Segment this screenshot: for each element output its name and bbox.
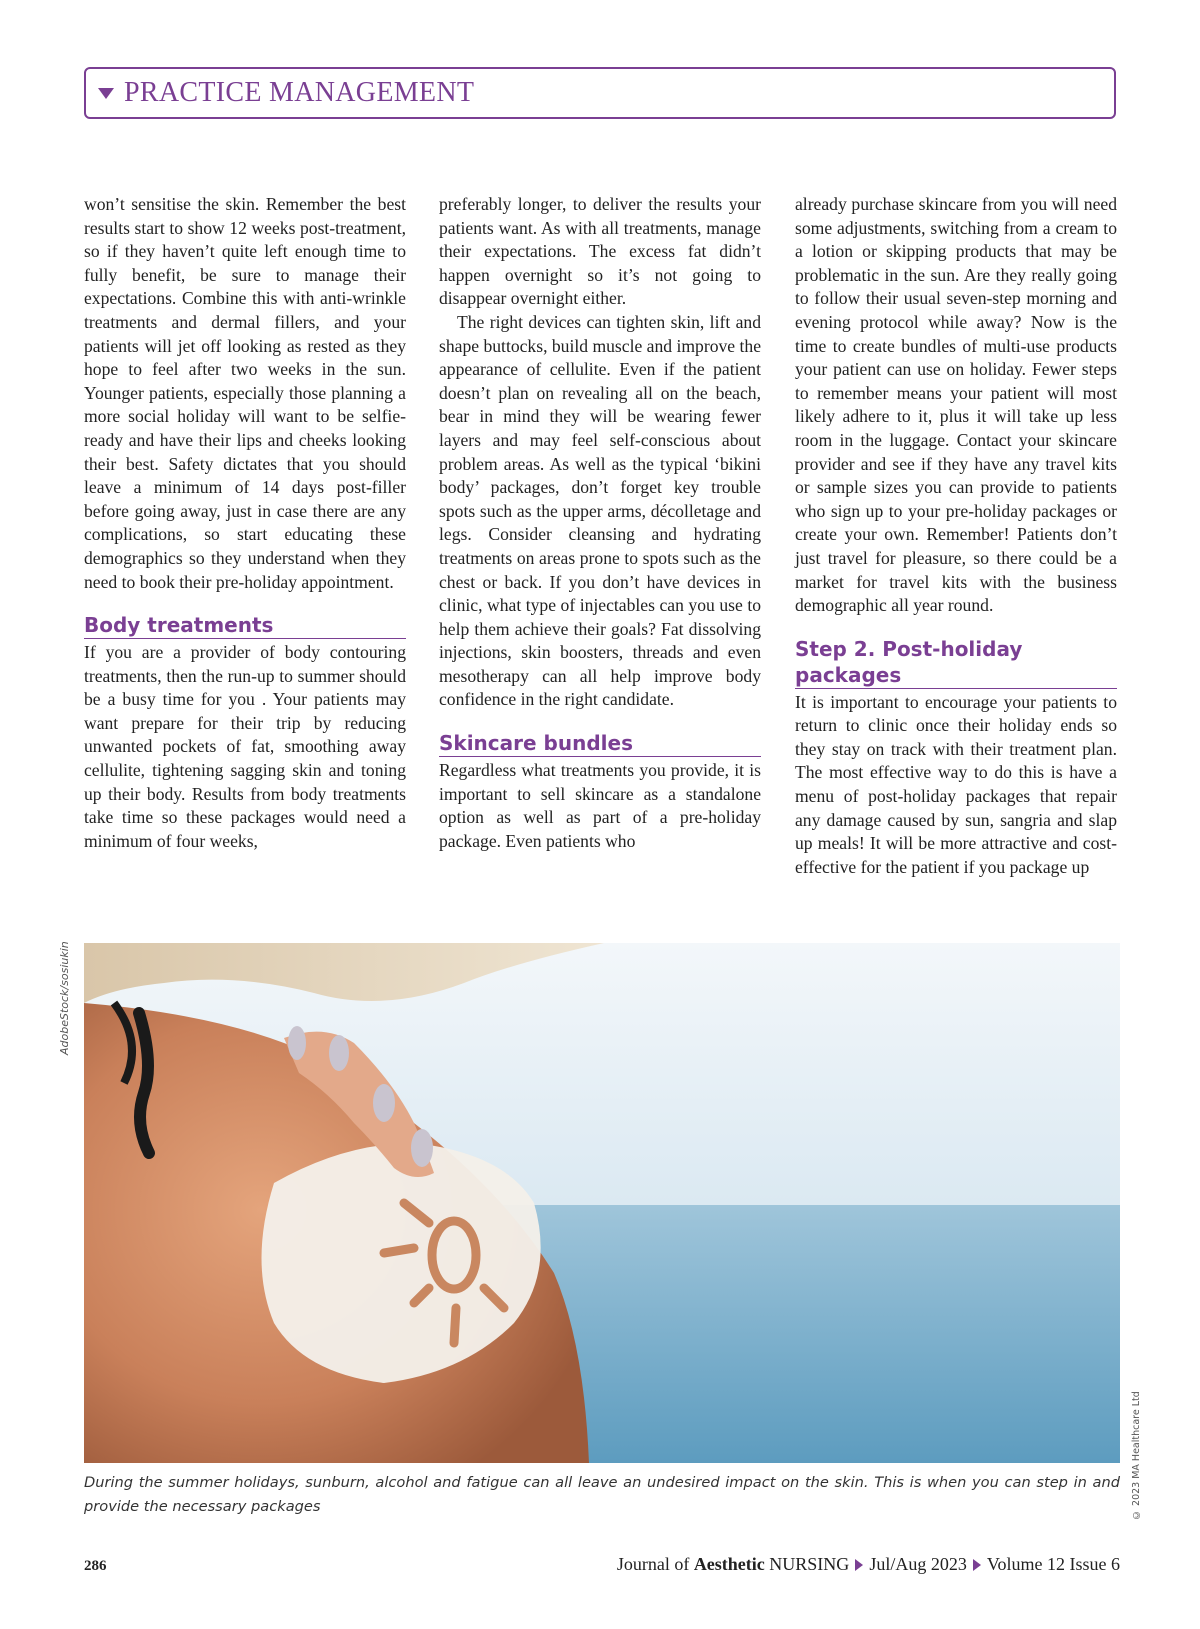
section-title: PRACTICE MANAGEMENT <box>124 77 475 108</box>
section-header <box>84 67 1116 119</box>
page-number: 286 <box>84 1558 107 1574</box>
paragraph: Regardless what treatments you provide, it is important to sell skincare as a standalone option as well as part of a pre-holiday package. Even patients who <box>439 760 761 851</box>
journal-info <box>617 1554 1120 1575</box>
paragraph: If you are a provider of body contouring treatments, then the run-up to summer should be a busy time for you . Your patients may want prepare for their trip by reducing unwanted pockets of fat, smoothing away cellulite, tightening sagging skin and toning up their body. Results from body treatments take time so these packages would need a minimum of four weeks, <box>84 642 406 851</box>
volume-issue: Volume 12 Issue 6 <box>986 1554 1120 1574</box>
journal-prefix: Journal of <box>616 1554 694 1574</box>
beach-sunscreen-photo <box>84 943 1120 1463</box>
copyright-notice: © 2023 MA Healthcare Ltd <box>1131 1391 1142 1520</box>
paragraph: preferably longer, to deliver the results your patients want. As with all treatments, manage their expectations. The excess fat didn’t happen overnight so it’s not going to disappear overnight either. <box>439 194 761 309</box>
article-column-3 <box>795 193 1117 879</box>
journal-title <box>617 1554 849 1575</box>
article-column-1 <box>84 193 406 853</box>
arrow-right-icon <box>855 1559 863 1571</box>
photo-credit: AdobeStock/sosiukin <box>58 941 71 1055</box>
paragraph: won’t sensitise the skin. Remember the best results start to show 12 weeks post-treatment, so if they haven’t quite left enough time to fully benefit, be sure to manage their expectations. Combine this with anti-wrinkle treatments and dermal fillers, and your patients will jet off looking as rested as they hope to feel after two weeks in the sun. Younger patients, especially those planning a more social holiday will want to be selfie-ready and have their lips and cheeks looking their best. Safety dictates that you should leave a minimum of 14 days post-filler before going away, just in case there are any complications, so start educating these demographics so they understand when they need to book their pre-holiday appointment. <box>84 194 406 592</box>
figure-caption: During the summer holidays, sunburn, alcohol and fatigue can all leave an undesired impact on the skin. This is when you can step in and provide the necessary packages <box>84 1474 1120 1515</box>
journal-suffix: NURSING <box>764 1554 850 1574</box>
paragraph: already purchase skincare from you will need some adjustments, switching from a cream to a lotion or skipping products that may be problematic in the sun. Are they really going to follow their usual seven-step morning and evening protocol while away? Now is the time to create bundles of multi-use products your patient can use on holiday. Fewer steps to remember means your patient will most likely adhere to it, plus it will take up less room in the luggage. Contact your skincare provider and see if they have any travel kits or sample sizes you can provide to patients who sign up to your pre-holiday packages or create your own. Remember! Patients don’t just travel for pleasure, so there could be a market for travel kits with the business demographic all year round. <box>795 194 1117 616</box>
journal-bold: Aesthetic <box>693 1554 765 1574</box>
subheading-skincare-bundles: Skincare bundles <box>439 730 761 757</box>
subheading-body-treatments: Body treatments <box>84 612 406 639</box>
paragraph: The right devices can tighten skin, lift and shape buttocks, build muscle and improve the appearance of cellulite. Even if the patient doesn’t plan on revealing all on the beach, bear in mind they will be wearing fewer layers and may feel self-conscious about problem areas. As well as the typical ‘bikini body’ packages, don’t forget key trouble spots such as the upper arms, décolletage and legs. Consider cleansing and hydrating treatments on areas prone to spots such as the chest or back. If you don’t have devices in clinic, what type of injectables can you use to help them achieve their goals? Fat dissolving injections, skin boosters, threads and even mesotherapy can all help improve body confidence in the right candidate. <box>439 311 761 710</box>
article-column-2 <box>439 193 761 853</box>
subheading-post-holiday: Step 2. Post-holiday packages <box>795 636 1117 689</box>
arrow-right-icon <box>973 1559 981 1571</box>
issue-date: Jul/Aug 2023 <box>869 1554 967 1574</box>
photo-illustration <box>84 943 1120 1463</box>
triangle-down-icon <box>98 88 114 99</box>
page-footer <box>84 1554 1120 1584</box>
paragraph: It is important to encourage your patients to return to clinic once their holiday ends so they stay on track with their treatment plan. The most effective way to do this is have a menu of post-holiday packages that repair any damage caused by sun, sangria and slap up meals! It will be more attractive and cost-effective for the patient if you package up <box>795 691 1117 877</box>
